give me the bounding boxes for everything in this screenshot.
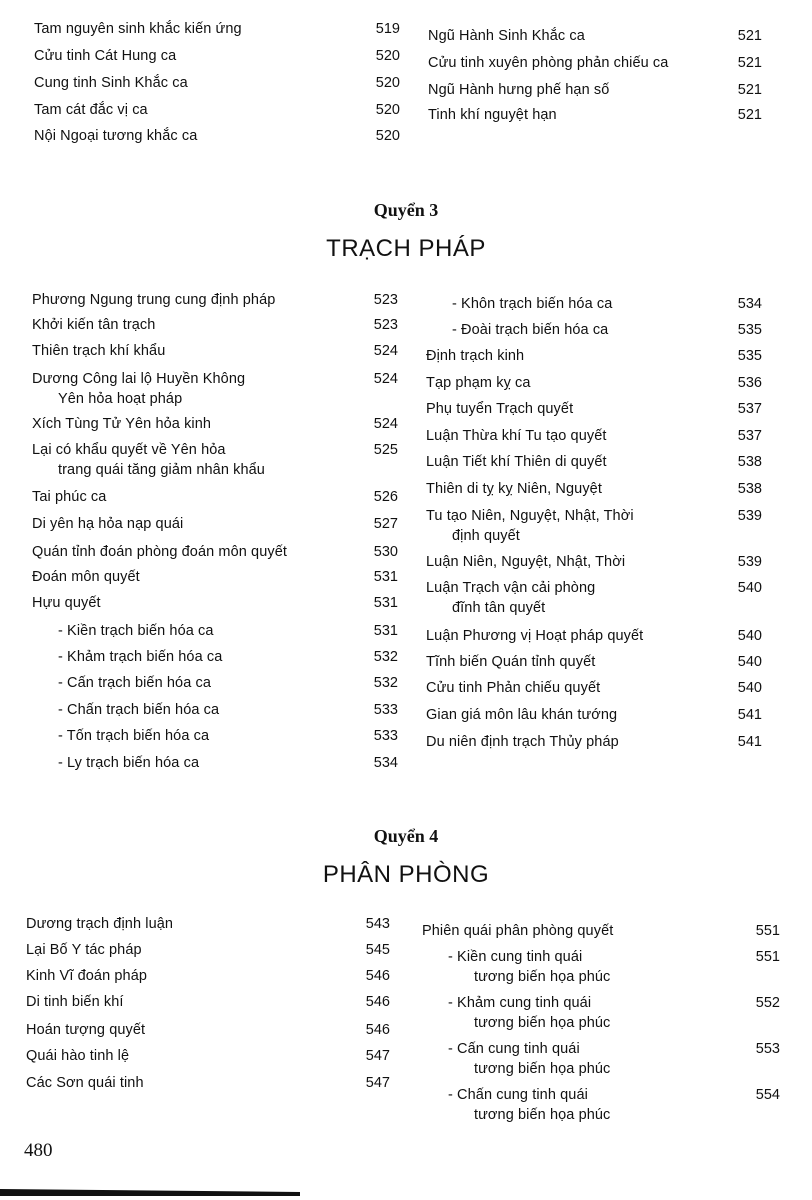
toc-entry-page: 521 <box>737 28 762 44</box>
toc-entry <box>32 567 140 587</box>
toc-entry <box>34 126 197 146</box>
toc-entry-title: Cửu tinh xuyên phòng phản chiếu ca <box>428 55 669 71</box>
toc-entry-title-continued: Yên hỏa hoạt pháp <box>58 391 183 407</box>
toc-entry-page: 540 <box>737 680 762 696</box>
toc-entry-title: Khởi kiến tân trạch <box>32 317 156 333</box>
toc-entry-title: Hựu quyết <box>32 595 101 611</box>
toc-entry <box>26 1020 145 1040</box>
toc-entry-title: - Tốn trạch biến hóa ca <box>58 728 210 744</box>
toc-entry-title: Phương Ngung trung cung định pháp <box>32 292 276 308</box>
toc-entry <box>428 80 609 100</box>
toc-entry <box>448 993 610 1033</box>
toc-entry-page: 545 <box>365 942 390 958</box>
toc-entry-title: - Khảm trạch biến hóa ca <box>58 649 223 665</box>
toc-entry-page: 530 <box>373 544 398 560</box>
page-edge-shadow <box>0 1186 300 1196</box>
toc-entry-page: 520 <box>375 102 400 118</box>
toc-entry-title: Luận Thừa khí Tu tạo quyết <box>426 428 607 444</box>
toc-entry <box>426 552 625 572</box>
book3-label: Quyển 3 <box>373 200 439 220</box>
toc-entry-page: 523 <box>373 292 398 308</box>
toc-entry-page: 524 <box>373 371 398 387</box>
toc-entry <box>26 1073 144 1093</box>
toc-entry-title: Luận Niên, Nguyệt, Nhật, Thời <box>426 554 626 570</box>
toc-entry-title: - Đoài trạch biến hóa ca <box>452 322 609 338</box>
toc-entry <box>452 294 612 314</box>
toc-entry-title: - Khảm cung tinh quái <box>448 995 592 1011</box>
toc-entry-title: - Chấn cung tinh quái <box>448 1087 588 1103</box>
toc-entry-page: 540 <box>737 654 762 670</box>
toc-entry-page: 546 <box>365 1022 390 1038</box>
toc-entry-title: Quái hào tinh lệ <box>26 1048 130 1064</box>
toc-entry-title: Tĩnh biến Quán tỉnh quyết <box>426 654 596 670</box>
page-number: 480 <box>24 1140 53 1161</box>
toc-entry <box>426 678 600 698</box>
toc-entry-title: Luận Tiết khí Thiên di quyết <box>426 454 607 470</box>
toc-entry-title: - Kiền trạch biến hóa ca <box>58 623 214 639</box>
toc-entry-title-continued: tương biến họa phúc <box>474 1107 611 1123</box>
toc-entry-page: 524 <box>373 343 398 359</box>
toc-entry-title: - Khôn trạch biến hóa ca <box>452 296 613 312</box>
toc-entry <box>452 320 608 340</box>
toc-entry-title: Cửu tinh Cát Hung ca <box>34 48 177 64</box>
toc-entry-title: Luận Phương vị Hoạt pháp quyết <box>426 628 644 644</box>
toc-entry <box>26 1046 129 1066</box>
toc-entry-page: 541 <box>737 734 762 750</box>
toc-entry-title: Quán tỉnh đoán phòng đoán môn quyết <box>32 544 288 560</box>
toc-entry-page: 540 <box>737 580 762 596</box>
toc-entry-page: 520 <box>375 128 400 144</box>
toc-entry <box>32 369 245 409</box>
toc-entry-title: Đoán môn quyết <box>32 569 140 585</box>
toc-entry <box>32 440 265 480</box>
toc-entry <box>448 1085 610 1125</box>
toc-entry-page: 551 <box>755 949 780 965</box>
toc-entry <box>32 341 165 361</box>
toc-entry-page: 519 <box>375 21 400 37</box>
toc-entry <box>58 753 199 773</box>
toc-entry-title: Tinh khí nguyệt hạn <box>428 107 557 123</box>
toc-entry-title: - Cấn cung tinh quái <box>448 1041 580 1057</box>
toc-entry <box>426 506 634 546</box>
toc-entry-title: Luận Trạch vận cải phòng <box>426 580 596 596</box>
toc-entry-title: Định trạch kinh <box>426 348 525 364</box>
toc-entry <box>32 414 211 434</box>
toc-entry <box>34 73 188 93</box>
toc-entry <box>32 315 155 335</box>
toc-entry <box>426 578 595 618</box>
toc-entry-page: 539 <box>737 508 762 524</box>
toc-entry <box>58 673 211 693</box>
toc-entry-title: Lại Bố Y tác pháp <box>26 942 142 958</box>
toc-entry-page: 547 <box>365 1048 390 1064</box>
toc-entry-page: 537 <box>737 401 762 417</box>
toc-entry <box>428 53 668 73</box>
toc-entry-title: Dương Công lai lộ Huyền Không <box>32 371 246 387</box>
toc-entry-page: 533 <box>373 702 398 718</box>
toc-entry-page: 546 <box>365 968 390 984</box>
toc-entry-title: - Ly trạch biến hóa ca <box>58 755 200 771</box>
toc-entry-page: 533 <box>373 728 398 744</box>
toc-entry <box>426 652 595 672</box>
toc-entry <box>426 479 602 499</box>
toc-entry-title: Thiên di tỵ kỵ Niên, Nguyệt <box>426 481 602 497</box>
toc-entry-page: 553 <box>755 1041 780 1057</box>
toc-entry <box>426 346 524 366</box>
toc-entry-title: - Kiền cung tinh quái <box>448 949 583 965</box>
toc-entry-page: 531 <box>373 623 398 639</box>
toc-entry-page: 521 <box>737 82 762 98</box>
toc-entry-page: 534 <box>373 755 398 771</box>
toc-entry-title-continued: tương biến họa phúc <box>474 1061 611 1077</box>
toc-entry-page: 539 <box>737 554 762 570</box>
toc-entry-page: 541 <box>737 707 762 723</box>
toc-entry <box>26 992 124 1012</box>
toc-entry <box>26 966 147 986</box>
toc-entry-title: Du niên định trạch Thủy pháp <box>426 734 619 750</box>
toc-entry <box>34 19 242 39</box>
toc-entry-page: 531 <box>373 569 398 585</box>
toc-entry-page: 523 <box>373 317 398 333</box>
toc-entry <box>34 100 148 120</box>
toc-entry-title: - Chấn trạch biến hóa ca <box>58 702 220 718</box>
toc-entry-page: 520 <box>375 75 400 91</box>
toc-entry <box>428 26 585 46</box>
toc-entry-title: Tai phúc ca <box>32 489 107 505</box>
toc-entry-page: 525 <box>373 442 398 458</box>
toc-entry <box>32 487 106 507</box>
toc-entry-page: 538 <box>737 454 762 470</box>
toc-entry-title: Ngũ Hành hưng phế hạn số <box>428 82 610 98</box>
toc-entry-page: 521 <box>737 107 762 123</box>
toc-entry-page: 532 <box>373 675 398 691</box>
toc-entry-title: Thiên trạch khí khẩu <box>32 343 166 359</box>
toc-entry-page: 524 <box>373 416 398 432</box>
toc-entry <box>58 621 214 641</box>
toc-entry-page: 543 <box>365 916 390 932</box>
toc-entry-page: 537 <box>737 428 762 444</box>
toc-entry-title: Ngũ Hành Sinh Khắc ca <box>428 28 585 44</box>
toc-entry-title: Tam cát đắc vị ca <box>34 102 148 118</box>
toc-entry <box>426 626 643 646</box>
toc-entry <box>426 399 573 419</box>
toc-entry-title-continued: trang quái tăng giảm nhân khẩu <box>58 462 265 478</box>
toc-entry <box>32 514 183 534</box>
toc-entry <box>58 647 222 667</box>
toc-entry-page: 526 <box>373 489 398 505</box>
toc-entry-page: 531 <box>373 595 398 611</box>
toc-entry-title: Phụ tuyển Trạch quyết <box>426 401 574 417</box>
toc-entry-title: Cung tinh Sinh Khắc ca <box>34 75 188 91</box>
toc-entry-title: Lại có khẩu quyết về Yên hỏa <box>32 442 226 458</box>
toc-entry-page: 551 <box>755 923 780 939</box>
toc-entry-title: Di yên hạ hỏa nạp quái <box>32 516 184 532</box>
toc-entry-title: Tạp phạm kỵ ca <box>426 375 531 391</box>
toc-entry-title-continued: định quyết <box>452 528 520 544</box>
toc-entry-title: Dương trạch định luận <box>26 916 174 932</box>
toc-entry <box>34 46 176 66</box>
toc-entry-page: 532 <box>373 649 398 665</box>
toc-entry-title: Kinh Vĩ đoán pháp <box>26 968 148 984</box>
toc-entry-page: 520 <box>375 48 400 64</box>
toc-entry-title-continued: tương biến họa phúc <box>474 1015 611 1031</box>
toc-entry-page: 546 <box>365 994 390 1010</box>
toc-entry-title: Xích Tùng Tử Yên hỏa kinh <box>32 416 212 432</box>
toc-entry-title: Hoán tượng quyết <box>26 1022 146 1038</box>
toc-entry <box>426 732 619 752</box>
toc-entry-title-continued: đĩnh tân quyết <box>452 600 546 616</box>
toc-entry-page: 547 <box>365 1075 390 1091</box>
toc-entry <box>448 947 610 987</box>
toc-entry <box>58 700 219 720</box>
toc-entry-title: Các Sơn quái tinh <box>26 1075 144 1091</box>
toc-entry-page: 521 <box>737 55 762 71</box>
toc-entry-page: 538 <box>737 481 762 497</box>
toc-entry <box>426 452 607 472</box>
toc-entry-title: Tu tạo Niên, Nguyệt, Nhật, Thời <box>426 508 634 524</box>
toc-entry-title: Nội Ngoại tương khắc ca <box>34 128 198 144</box>
toc-entry-page: 554 <box>755 1087 780 1103</box>
toc-entry <box>428 105 557 125</box>
toc-entry <box>426 373 531 393</box>
toc-entry-page: 540 <box>737 628 762 644</box>
toc-entry <box>58 726 209 746</box>
toc-entry-title: Di tinh biến khí <box>26 994 124 1010</box>
toc-entry-page: 536 <box>737 375 762 391</box>
toc-entry-title: Phiên quái phân phòng quyết <box>422 923 614 939</box>
toc-entry <box>32 290 275 310</box>
toc-entry <box>26 940 142 960</box>
toc-entry <box>26 914 173 934</box>
toc-entry-title: Gian giá môn lâu khán tướng <box>426 707 618 723</box>
toc-entry-title: - Cấn trạch biến hóa ca <box>58 675 212 691</box>
toc-entry-page: 552 <box>755 995 780 1011</box>
toc-entry <box>426 426 607 446</box>
toc-entry <box>448 1039 610 1079</box>
toc-entry <box>32 542 287 562</box>
toc-entry-title: Tam nguyên sinh khắc kiến ứng <box>34 21 242 37</box>
toc-entry <box>426 705 617 725</box>
book4-label: Quyển 4 <box>373 826 439 846</box>
toc-entry-title: Cửu tinh Phản chiếu quyết <box>426 680 601 696</box>
toc-entry-page: 535 <box>737 322 762 338</box>
book3-part-title: TRẠCH PHÁP <box>326 235 486 262</box>
book4-part-title: PHÂN PHÒNG <box>322 861 490 888</box>
toc-entry-page: 534 <box>737 296 762 312</box>
toc-entry <box>32 593 101 613</box>
toc-entry-page: 535 <box>737 348 762 364</box>
toc-entry <box>422 921 613 941</box>
toc-entry-page: 527 <box>373 516 398 532</box>
toc-entry-title-continued: tương biến họa phúc <box>474 969 611 985</box>
